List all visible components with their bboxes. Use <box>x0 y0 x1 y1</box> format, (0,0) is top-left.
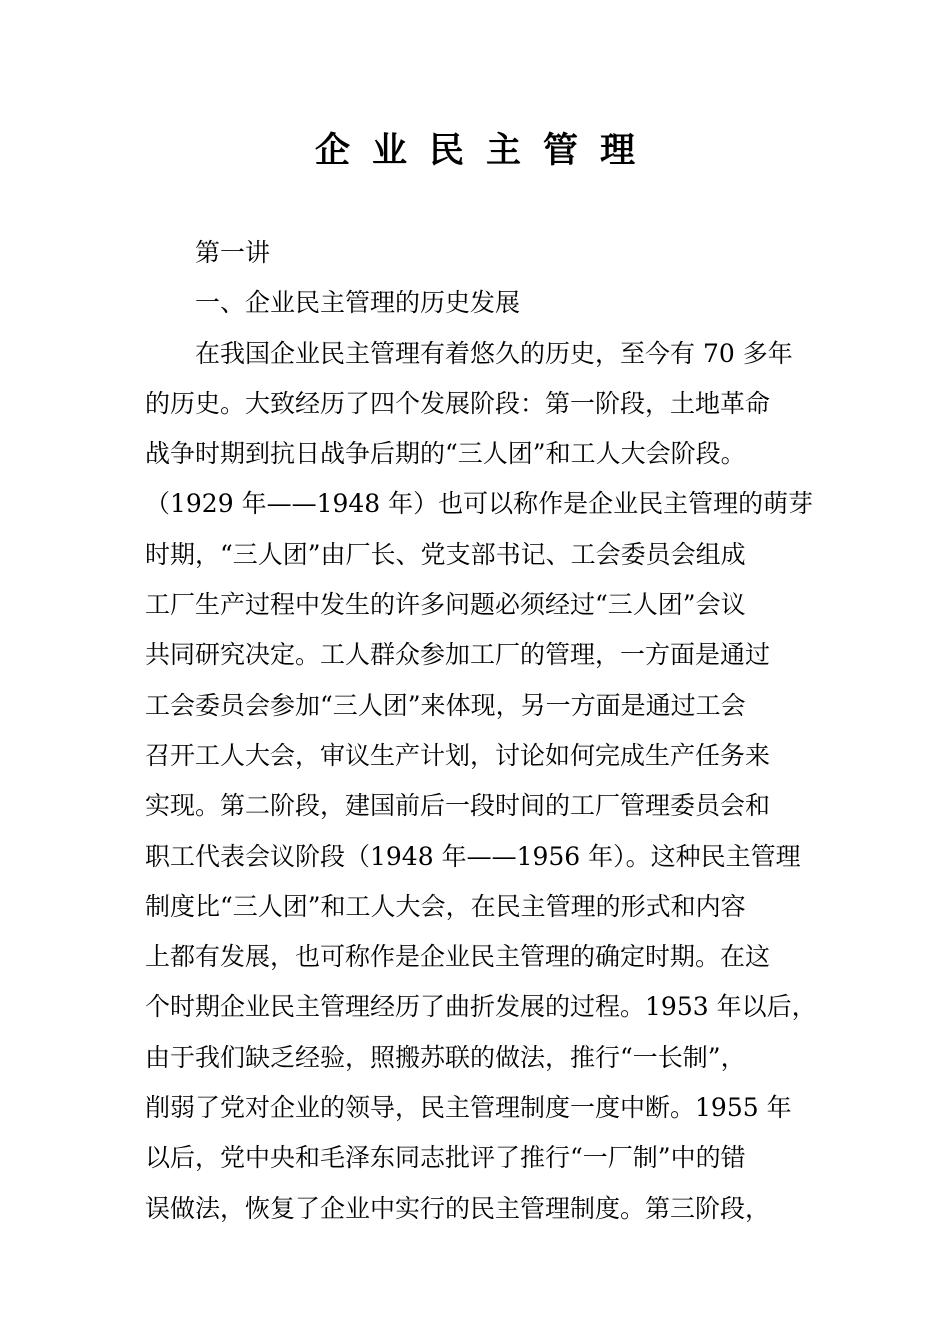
document-title: 企业民主管理 <box>314 130 657 171</box>
paragraph-line: 时期，“三人团”由厂长、党支部书记、工会委员会组成 <box>145 539 746 569</box>
paragraph-line: 误做法，恢复了企业中实行的民主管理制度。第三阶段， <box>145 1193 771 1223</box>
lecture-heading: 第一讲 <box>195 238 271 267</box>
paragraph-line: （1929 年——1948 年）也可以称作是企业民主管理的萌芽 <box>145 489 814 519</box>
paragraph-line: 战争时期到抗日战争后期的“三人团”和工人大会阶段。 <box>145 439 746 469</box>
paragraph-line: 职工代表会议阶段（1948 年——1956 年）。这种民主管理 <box>145 841 801 871</box>
paragraph-line: 由于我们缺乏经验，照搬苏联的做法，推行“一长制”， <box>145 1042 746 1072</box>
paragraph-line: 工会委员会参加“三人团”来体现，另一方面是通过工会 <box>145 690 746 720</box>
document-body <box>145 228 825 1234</box>
paragraph-line: 制度比“三人团”和工人大会，在民主管理的形式和内容 <box>145 891 746 921</box>
paragraph-line: 工厂生产过程中发生的许多问题必须经过“三人团”会议 <box>145 590 746 620</box>
paragraph-line: 在我国企业民主管理有着悠久的历史，至今有 70 多年 <box>195 338 793 368</box>
paragraph-line: 以后，党中央和毛泽东同志批评了推行“一厂制”中的错 <box>145 1143 746 1173</box>
paragraph-line: 共同研究决定。工人群众参加工厂的管理，一方面是通过 <box>145 640 771 670</box>
section-heading: 一、企业民主管理的历史发展 <box>195 288 521 318</box>
paragraph-line: 削弱了党对企业的领导，民主管理制度一度中断。1955 年 <box>145 1093 792 1123</box>
paragraph-line: 个时期企业民主管理经历了曲折发展的过程。1953 年以后， <box>145 992 817 1022</box>
paragraph-line: 上都有发展，也可称作是企业民主管理的确定时期。在这 <box>145 942 771 972</box>
paragraph-line: 实现。第二阶段，建国前后一段时间的工厂管理委员会和 <box>145 791 771 821</box>
paragraph-line: 召开工人大会，审议生产计划，讨论如何完成生产任务来 <box>145 740 771 770</box>
paragraph-line: 的历史。大致经历了四个发展阶段：第一阶段，土地革命 <box>145 388 771 418</box>
